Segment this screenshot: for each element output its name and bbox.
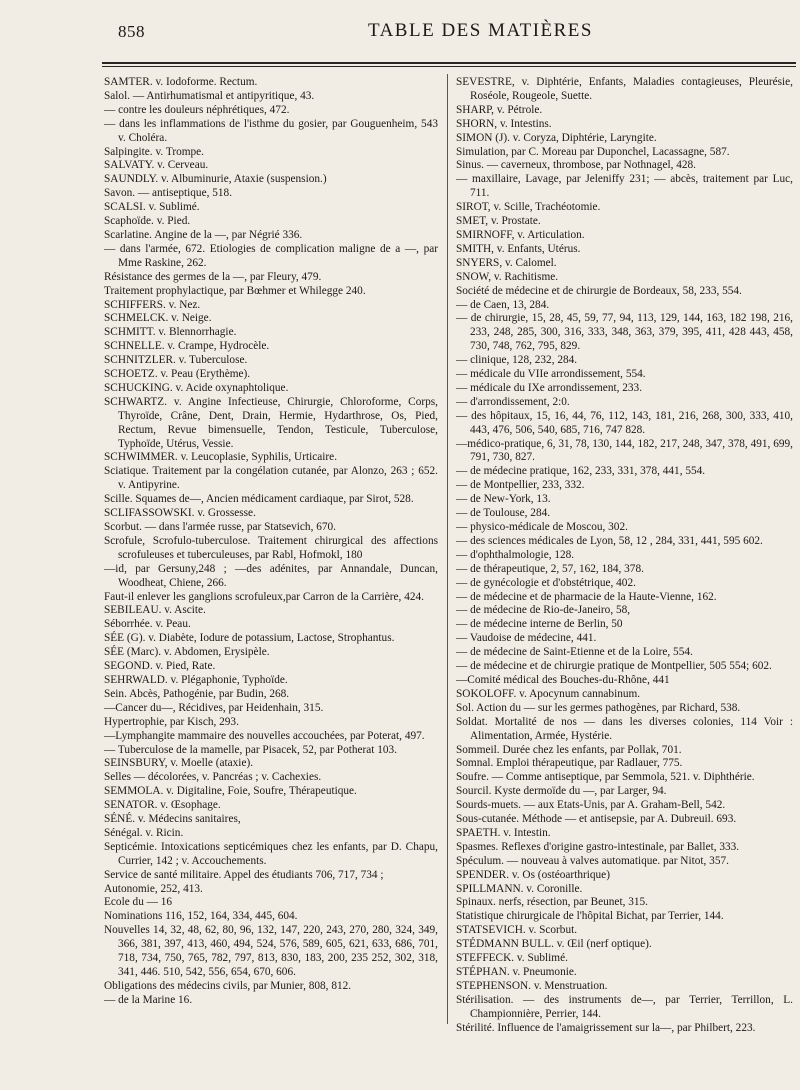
index-entry: Traitement prophylactique, par Bœhmer et Whilegge 240. [104, 284, 366, 297]
index-entry: SHORN, v. Intestins. [456, 117, 552, 130]
index-entry: — de chirurgie, 15, 28, 45, 59, 77, 94, 113, 129, 144, 163, 182 198, 216, 233, 248, 285, 300, 316, 333, 348, 363, 379, 395, 411, 428 443, 458, 730, 748, 762, 795, 829. [456, 312, 793, 353]
index-entry: SIMON (J). v. Coryza, Diphtérie, Laryngite. [456, 131, 657, 144]
index-entry: — de médecine et de chirurgie pratique de Montpellier, 505 554; 602. [456, 660, 772, 673]
index-entry: SEINSBURY, v. Moelle (ataxie). [104, 757, 254, 770]
index-entry: Scarlatine. Angine de la —, par Négrié 336. [104, 228, 303, 241]
index-entry: SCHWARTZ. v. Angine Infectieuse, Chirurgie, Chloroforme, Corps, Thyroïde, Crâne, Dent, Drain, Hermie, Hydarthrose, Os, Pied, Rectum, Revue bimensuelle, Tendon, Testicule, Tuberculose, Typhoïde, Utérus, Vessie. [104, 395, 438, 450]
index-entry: SMET, v. Prostate. [456, 215, 541, 228]
index-entry: — des hôpitaux, 15, 16, 44, 76, 112, 143, 181, 216, 268, 300, 333, 410, 443, 476, 506, 540, 685, 716, 747 828. [456, 409, 793, 436]
index-entry: Autonomie, 252, 413. [104, 882, 203, 895]
index-entry: Scille. Squames de—, Ancien médicament cardiaque, par Sirot, 528. [104, 493, 414, 506]
index-entry: Spasmes. Reflexes d'origine gastro-intestinale, par Ballet, 333. [456, 840, 740, 853]
index-entry: — de médecine interne de Berlin, 50 [456, 618, 623, 631]
index-entry: SPENDER. v. Os (ostéoarthrique) [456, 868, 610, 881]
index-entry: — physico-médicale de Moscou, 302. [456, 521, 628, 533]
index-entry: SCHIFFERS. v. Nez. [104, 298, 201, 311]
index-entry: — dans l'armée, 672. Etiologies de complication maligne de a —, par Mme Raskine, 262. [104, 242, 438, 269]
index-entry: STÉDMANN BULL. v. Œil (nerf optique). [456, 938, 652, 951]
index-entry: Spéculum. — nouveau à valves automatique. par Nitot, 357. [456, 854, 729, 867]
index-entry: SCHOETZ. v. Peau (Erythème). [104, 368, 251, 381]
index-entry: STEFFECK. v. Sublimé. [456, 952, 568, 965]
index-entry: — de thérapeutique, 2, 57, 162, 184, 378. [456, 562, 644, 575]
index-entry: SNOW, v. Rachitisme. [456, 270, 559, 283]
index-entry: — de la Marine 16. [104, 993, 193, 1006]
index-entry: Spinaux. nerfs, résection, par Beunet, 315. [456, 896, 648, 909]
index-entry: —Cancer du—, Récidives, par Heidenhain, 315. [104, 701, 324, 714]
index-entry: SIROT, v. Scille, Trachéotomie. [456, 201, 601, 214]
index-entry: STATSEVICH. v. Scorbut. [456, 924, 578, 937]
index-entry: Scaphoïde. v. Pied. [104, 215, 191, 228]
index-entry: Nouvelles 14, 32, 48, 62, 80, 96, 132, 147, 220, 243, 270, 280, 324, 349, 366, 381, 397, 413, 460, 494, 524, 576, 589, 605, 621, 633, 686, 701, 718, 734, 750, 765, 782, 797, 813, 830, 183, 200, 235 252, 302, 318, 341, 446. 510, 542, 556, 654, 670, 606. [104, 924, 438, 978]
index-entry: —médico-pratique, 6, 31, 78, 130, 144, 182, 217, 248, 347, 378, 491, 699, 791, 730, 827. [456, 437, 793, 464]
index-entry: SEVESTRE, v. Diphtérie, Enfants, Maladies contagieuses, Pleurésie, Roséole, Rougeole, Suette. [456, 76, 793, 102]
index-entry: Hypertrophie, par Kisch, 293. [104, 715, 239, 728]
page-title: TABLE DES MATIÈRES [368, 20, 593, 41]
header-rule [102, 62, 796, 64]
index-entry: — de médecine de Rio-de-Janeiro, 58, [456, 604, 631, 617]
index-entry: SENATOR. v. Œsophage. [104, 799, 221, 812]
index-entry: — des sciences médicales de Lyon, 58, 12 , 284, 331, 441, 595 602. [456, 534, 763, 547]
index-entry: — contre les douleurs néphrétiques, 472. [104, 103, 290, 116]
index-entry: — de médecine de Saint-Etienne et de la Loire, 554. [456, 646, 693, 659]
index-entry: SCALSI. v. Sublimé. [104, 201, 200, 214]
index-entry: Service de santé militaire. Appel des étudiants 706, 717, 734 ; [104, 868, 384, 881]
index-entry: Sein. Abcès, Pathogénie, par Budin, 268. [104, 687, 290, 700]
index-entry: Séborrhée. v. Peau. [104, 618, 191, 631]
index-entry: STÉPHAN. v. Pneumonie. [456, 966, 577, 978]
index-entry: SCHUCKING. v. Acide oxynaphtolique. [104, 381, 289, 394]
index-entry: SAUNDLY. v. Albuminurie, Ataxie (suspension.) [104, 173, 327, 186]
index-entry: STEPHENSON. v. Menstruation. [456, 979, 608, 992]
index-entry: Sourds-muets. — aux Etats-Unis, par A. Graham-Bell, 542. [456, 799, 726, 812]
index-entry: SOKOLOFF. v. Apocynum cannabinum. [456, 687, 641, 700]
index-entry: Obligations des médecins civils, par Munier, 808, 812. [104, 979, 352, 992]
index-entry: —Comité médical des Bouches-du-Rhône, 441 [456, 673, 670, 686]
index-entry: — de Caen, 13, 284. [456, 298, 550, 311]
index-entry: Sourcil. Kyste dermoïde du —, par Larger, 94. [456, 785, 667, 798]
index-entry: Selles — décolorées, v. Pancréas ; v. Cachexies. [104, 771, 322, 784]
index-entry: Sénégal. v. Ricin. [104, 826, 184, 839]
index-entry: SHARP, v. Pétrole. [456, 103, 543, 116]
index-entry: SEHRWALD. v. Plégaphonie, Typhoïde. [104, 673, 288, 686]
index-entry: Soldat. Mortalité de nos — dans les diverses colonies, 114 Voir : Alimentation, Armée, Hystérie. [456, 715, 793, 742]
index-entry: Scrofule, Scrofulo-tuberculose. Traitement chirurgical des affections scrofuleuses et tuberculeuses, par Rabl, Hofmokl, 180 [104, 534, 438, 561]
index-entry: Savon. — antiseptique, 518. [104, 187, 233, 200]
right-column [456, 76, 793, 1036]
index-entry: — Tuberculose de la mamelle, par Pisacek, 52, par Potherat 103. [104, 743, 398, 756]
index-entry: Salpingite. v. Trompe. [104, 145, 205, 158]
index-entry: Société de médecine et de chirurgie de Bordeaux, 58, 233, 554. [456, 284, 742, 297]
index-entry: SALVATY. v. Cerveau. [104, 159, 209, 172]
index-entry: — d'arrondissement, 2:0. [456, 395, 570, 408]
index-entry: Résistance des germes de la —, par Fleury, 479. [104, 270, 322, 283]
index-entry: — de médecine pratique, 162, 233, 331, 378, 441, 554. [456, 465, 706, 478]
index-entry: SÉNÉ. v. Médecins sanitaires, [104, 813, 241, 826]
index-entry: —id, par Gersuny,248 ; —des adénites, par Annandale, Duncan, Woodheat, Chiene, 266. [104, 562, 438, 589]
index-entry: — médicale du VIIe arrondissement, 554. [456, 368, 646, 381]
index-entry: SPAETH. v. Intestin. [456, 826, 551, 839]
index-entry: SNYERS, v. Calomel. [456, 256, 557, 269]
index-entry: SCHMITT. v. Blennorrhagie. [104, 326, 237, 339]
index-entry: — de gynécologie et d'obstétrique, 402. [456, 576, 636, 589]
index-entry: — maxillaire, Lavage, par Jeleniffy 231; — abcès, traitement par Luc, 711. [456, 173, 793, 200]
index-entry: —Lymphangite mammaire des nouvelles accouchées, par Poterat, 497. [104, 729, 425, 742]
index-entry: Ecole du — 16 [104, 896, 173, 909]
index-entry: Scorbut. — dans l'armée russe, par Statsevich, 670. [104, 521, 336, 533]
index-entry: SCHNITZLER. v. Tuberculose. [104, 354, 248, 367]
index-entry: Septicémie. Intoxications septicémiques chez les enfants, par D. Chapu, Currier, 142 ; v. Accouchements. [104, 840, 438, 867]
page-number: 858 [118, 22, 145, 41]
index-entry: Stérilisation. — des instruments de—, par Terrier, Terrillon, L. Championnière, Perrier, 144. [456, 993, 793, 1020]
column-divider [447, 74, 448, 1024]
index-entry: — de New-York, 13. [456, 493, 551, 506]
index-entry: Stérilité. Influence de l'amaigrissement sur la—, par Philbert, 223. [456, 1021, 756, 1034]
index-entry: — d'ophthalmologie, 128. [456, 548, 575, 561]
index-entry: Simulation, par C. Moreau par Duponchel, Lacassagne, 587. [456, 145, 730, 158]
left-column [104, 76, 438, 1008]
index-entry: — de médecine et de pharmacie de la Haute-Vienne, 162. [456, 590, 717, 603]
index-entry: Sciatique. Traitement par la congélation cutanée, par Alonzo, 263 ; 652. v. Antipyrine. [104, 465, 438, 492]
index-entry: Somnal. Emploi thérapeutique, par Radlauer, 775. [456, 757, 683, 770]
index-entry: Soufre. — Comme antiseptique, par Semmola, 521. v. Diphthérie. [456, 771, 755, 784]
index-entry: SMIRNOFF, v. Articulation. [456, 228, 585, 241]
index-entry: SEMMOLA. v. Digitaline, Foie, Soufre, Thérapeutique. [104, 785, 357, 798]
index-entry: SEBILEAU. v. Ascite. [104, 604, 206, 617]
index-entry: SCHNELLE. v. Crampe, Hydrocèle. [104, 340, 270, 353]
index-entry: — de Montpellier, 233, 332. [456, 479, 585, 492]
index-entry: Salol. — Antirhumatismal et antipyritique, 43. [104, 89, 315, 102]
index-entry: Sol. Action du — sur les germes pathogènes, par Richard, 538. [456, 701, 741, 714]
index-entry: Nominations 116, 152, 164, 334, 445, 604. [104, 910, 298, 923]
index-entry: SMITH, v. Enfants, Utérus. [456, 242, 581, 255]
index-entry: — médicale du IXe arrondissement, 233. [456, 381, 643, 394]
index-entry: SEGOND. v. Pied, Rate. [104, 660, 216, 673]
index-entry: — Vaudoise de médecine, 441. [456, 632, 597, 645]
index-entry: — clinique, 128, 232, 284. [456, 354, 578, 367]
index-entry: SCHWIMMER. v. Leucoplasie, Syphilis, Urticaire. [104, 451, 338, 464]
index-entry: Sinus. — caverneux, thrombose, par Nothnagel, 428. [456, 159, 697, 172]
index-entry: Statistique chirurgicale de l'hôpital Bichat, par Terrier, 144. [456, 910, 724, 923]
index-entry: SÉE (Marc). v. Abdomen, Erysipèle. [104, 646, 270, 659]
index-entry: — dans les inflammations de l'isthme du gosier, par Gouguenheim, 543 v. Choléra. [104, 117, 438, 144]
index-entry: SCLIFASSOWSKI. v. Grossesse. [104, 507, 256, 520]
index-entry: SCHMELCK. v. Neige. [104, 312, 212, 325]
index-entry: SAMTER. v. Iodoforme. Rectum. [104, 76, 258, 88]
index-entry: Sommeil. Durée chez les enfants, par Pollak, 701. [456, 743, 682, 756]
header-rule-thin [102, 66, 796, 67]
index-entry: SPILLMANN. v. Coronille. [456, 882, 583, 895]
index-entry: Faut-il enlever les ganglions scrofuleux,par Carron de la Carrière, 424. [104, 590, 424, 603]
index-entry: — de Toulouse, 284. [456, 507, 551, 520]
index-entry: SÉE (G). v. Diabète, Iodure de potassium, Lactose, Strophantus. [104, 632, 395, 645]
index-entry: Sous-cutanée. Méthode — et antisepsie, par A. Dubreuil. 693. [456, 813, 737, 826]
running-head [0, 20, 800, 46]
